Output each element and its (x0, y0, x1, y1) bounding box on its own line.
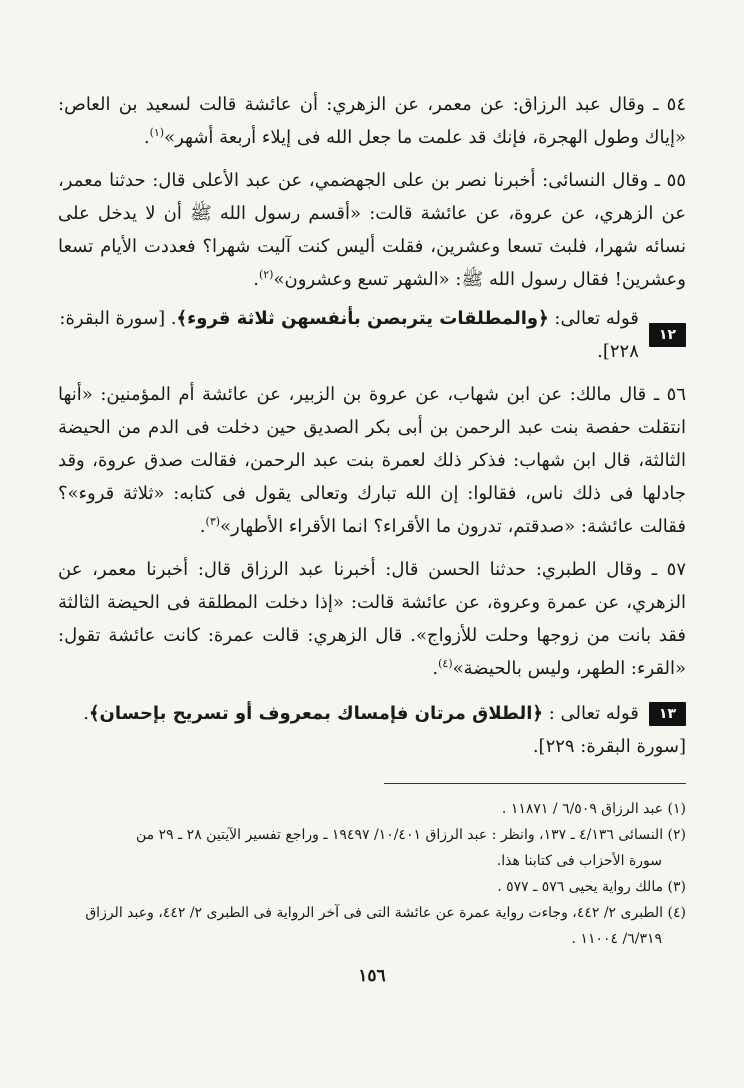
page-number: ١٥٦ (358, 966, 386, 986)
footnote-divider (384, 783, 686, 784)
footnote-ref-1[interactable]: (١) (149, 126, 165, 139)
surah-reference-12: . [سورة البقرة: ٢٢٨]. (59, 308, 639, 362)
surah-reference-13: [سورة البقرة: ٢٢٩]. (532, 736, 686, 757)
heading-12-intro: قوله تعالى: (554, 308, 639, 329)
paragraph-57: ٥٧ ـ وقال الطبري: حدثنا الحسن قال: أخبرنا عبد الرزاق قال: أخبرنا معمر، عن الزهري، عن عمرة وعروة، عن عائشة قالت: «إذا دخلت المطلقة فى الحيضة الثالثة فقد بانت من زوجها وحلت للأزواج». قال الزهري: قالت عمرة: كانت عائشة تقول: «القرء: الطهر، وليس بالحيضة»$^{(٤)}$. (58, 559, 686, 679)
heading-13 (58, 697, 686, 730)
footnote-2-continued: سورة الأحزاب فى كتابنا هذا. (496, 853, 662, 869)
paragraph-56: ٥٦ ـ قال مالك: عن ابن شهاب، عن عروة بن الزبير، عن عائشة أم المؤمنين: «أنها انتقلت حفصة بنت عبد الرحمن بن أبى بكر الصديق حين دخلت فى الدم من الحيضة الثالثة، قال ابن شهاب: فذكر ذلك لعمرة بنت عبد الرحمن، فقالت صدق عروة، وقد جادلها فى ذلك ناس، فقالوا: إن الله تبارك وتعالى يقول فى كتابه: «ثلاثة قروء»؟ فقالت عائشة: «صدقتم، تدرون ما الأقراء؟ انما الأقراء الأطهار»$^{(٣)}$. (58, 384, 686, 537)
footnote-3: (٣) مالك رواية يحيى ٥٧٦ ـ ٥٧٧ . (497, 879, 686, 895)
paragraph-55: ٥٥ ـ وقال النسائى: أخبرنا نصر بن على الجهضمي، عن عبد الأعلى قال: حدثنا معمر، عن الزهري، عن عروة، عن عائشة قالت: «أقسم رسول الله ﷺ أن لا يدخل على نسائه شهرا، فلبث تسعا وعشرين، فقلت أليس كنت آليت شهرا؟ فعددت الأيام تسعا وعشرين! فقال رسول الله ﷺ: «الشهر تسع وعشرون»$^{(٢)}$. (58, 170, 686, 290)
heading-12-text (58, 302, 639, 368)
section-number-badge: ١٣ (649, 702, 686, 726)
page-body (58, 88, 686, 952)
footnote-ref-2[interactable]: (٢) (258, 268, 274, 281)
quran-verse-12: ﴿والمطلقات يتربصن بأنفسهن ثلاثة قروء﴾ (176, 308, 549, 329)
heading-12 (58, 302, 686, 368)
heading-13-period: . (83, 703, 89, 724)
paragraph-54: ٥٤ ـ وقال عبد الرزاق: عن معمر، عن الزهري: أن عائشة قالت لسعيد بن العاص: «إياك وطول الهجرة، فإنك قد علمت ما جعل الله فى إيلاء أربعة أشهر»$^{(١)}$. (58, 94, 686, 148)
heading-13-intro: قوله تعالى : (548, 703, 639, 724)
footnote-4-continued: ٦/٣١٩/ ١١٠٠٤ . (571, 931, 662, 947)
paragraph-56-text: ٥٦ ـ قال مالك: عن ابن شهاب، عن عروة بن الزبير، عن عائشة أم المؤمنين: «أنها انتقلت حفصة بنت عبد الرحمن بن أبى بكر الصديق حين دخلت فى الدم من الحيضة الثالثة، قال ابن شهاب: فذكر ذلك لعمرة بنت عبد الرحمن، فقالت صدق عروة، وقد جادلها فى ذلك ناس، فقالوا: إن الله تبارك وتعالى يقول فى كتابه: «ثلاثة قروء»؟ فقالت عائشة: «صدقتم، تدرون ما الأقراء؟ انما الأقراء الأطهار» (58, 384, 686, 537)
paragraph-55-text: ٥٥ ـ وقال النسائى: أخبرنا نصر بن على الجهضمي، عن عبد الأعلى قال: حدثنا معمر، عن الزهري، عن عروة، عن عائشة قالت: «أقسم رسول الله ﷺ أن لا يدخل على نسائه شهرا، فلبث تسعا وعشرين، فقلت أليس كنت آليت شهرا؟ فعددت الأيام تسعا وعشرين! فقال رسول الله ﷺ: «الشهر تسع وعشرون» (58, 170, 686, 290)
footnote-1: (١) عبد الرزاق ٦/٥٠٩ / ١١٨٧١ . (501, 801, 686, 817)
paragraph-57-text: ٥٧ ـ وقال الطبري: حدثنا الحسن قال: أخبرنا عبد الرزاق قال: أخبرنا معمر، عن الزهري، عن عمرة وعروة، عن عائشة قالت: «إذا دخلت المطلقة فى الحيضة الثالثة فقد بانت من زوجها وحلت للأزواج». قال الزهري: قالت عمرة: كانت عائشة تقول: «القرء: الطهر، وليس بالحيضة» (58, 559, 686, 679)
heading-13-text (83, 697, 639, 730)
quran-verse-13: ﴿الطلاق مرتان فإمساك بمعروف أو تسريح بإحسان﴾ (88, 703, 543, 724)
footnote-ref-3[interactable]: (٣) (205, 515, 221, 528)
section-number-badge: ١٢ (649, 323, 686, 347)
footnote-2: (٢) النسائى ٤/١٣٦ ـ ١٣٧، وانظر : عبد الرزاق ١٠/٤٠١/ ١٩٤٩٧ ـ وراجع تفسير الآيتين ٢٨ ـ ٢٩ من (136, 827, 686, 843)
footnote-ref-4[interactable]: (٤) (438, 657, 453, 670)
paragraph-54-text: ٥٤ ـ وقال عبد الرزاق: عن معمر، عن الزهري: أن عائشة قالت لسعيد بن العاص: «إياك وطول الهجرة، فإنك قد علمت ما جعل الله فى إيلاء أربعة أشهر» (58, 94, 686, 148)
footnote-4: (٤) الطبرى ٢/ ٤٤٢، وجاءت رواية عمرة عن عائشة التى فى آخر الرواية فى الطبرى ٢/ ٤٤٢، وعبد الرزاق (85, 905, 686, 921)
